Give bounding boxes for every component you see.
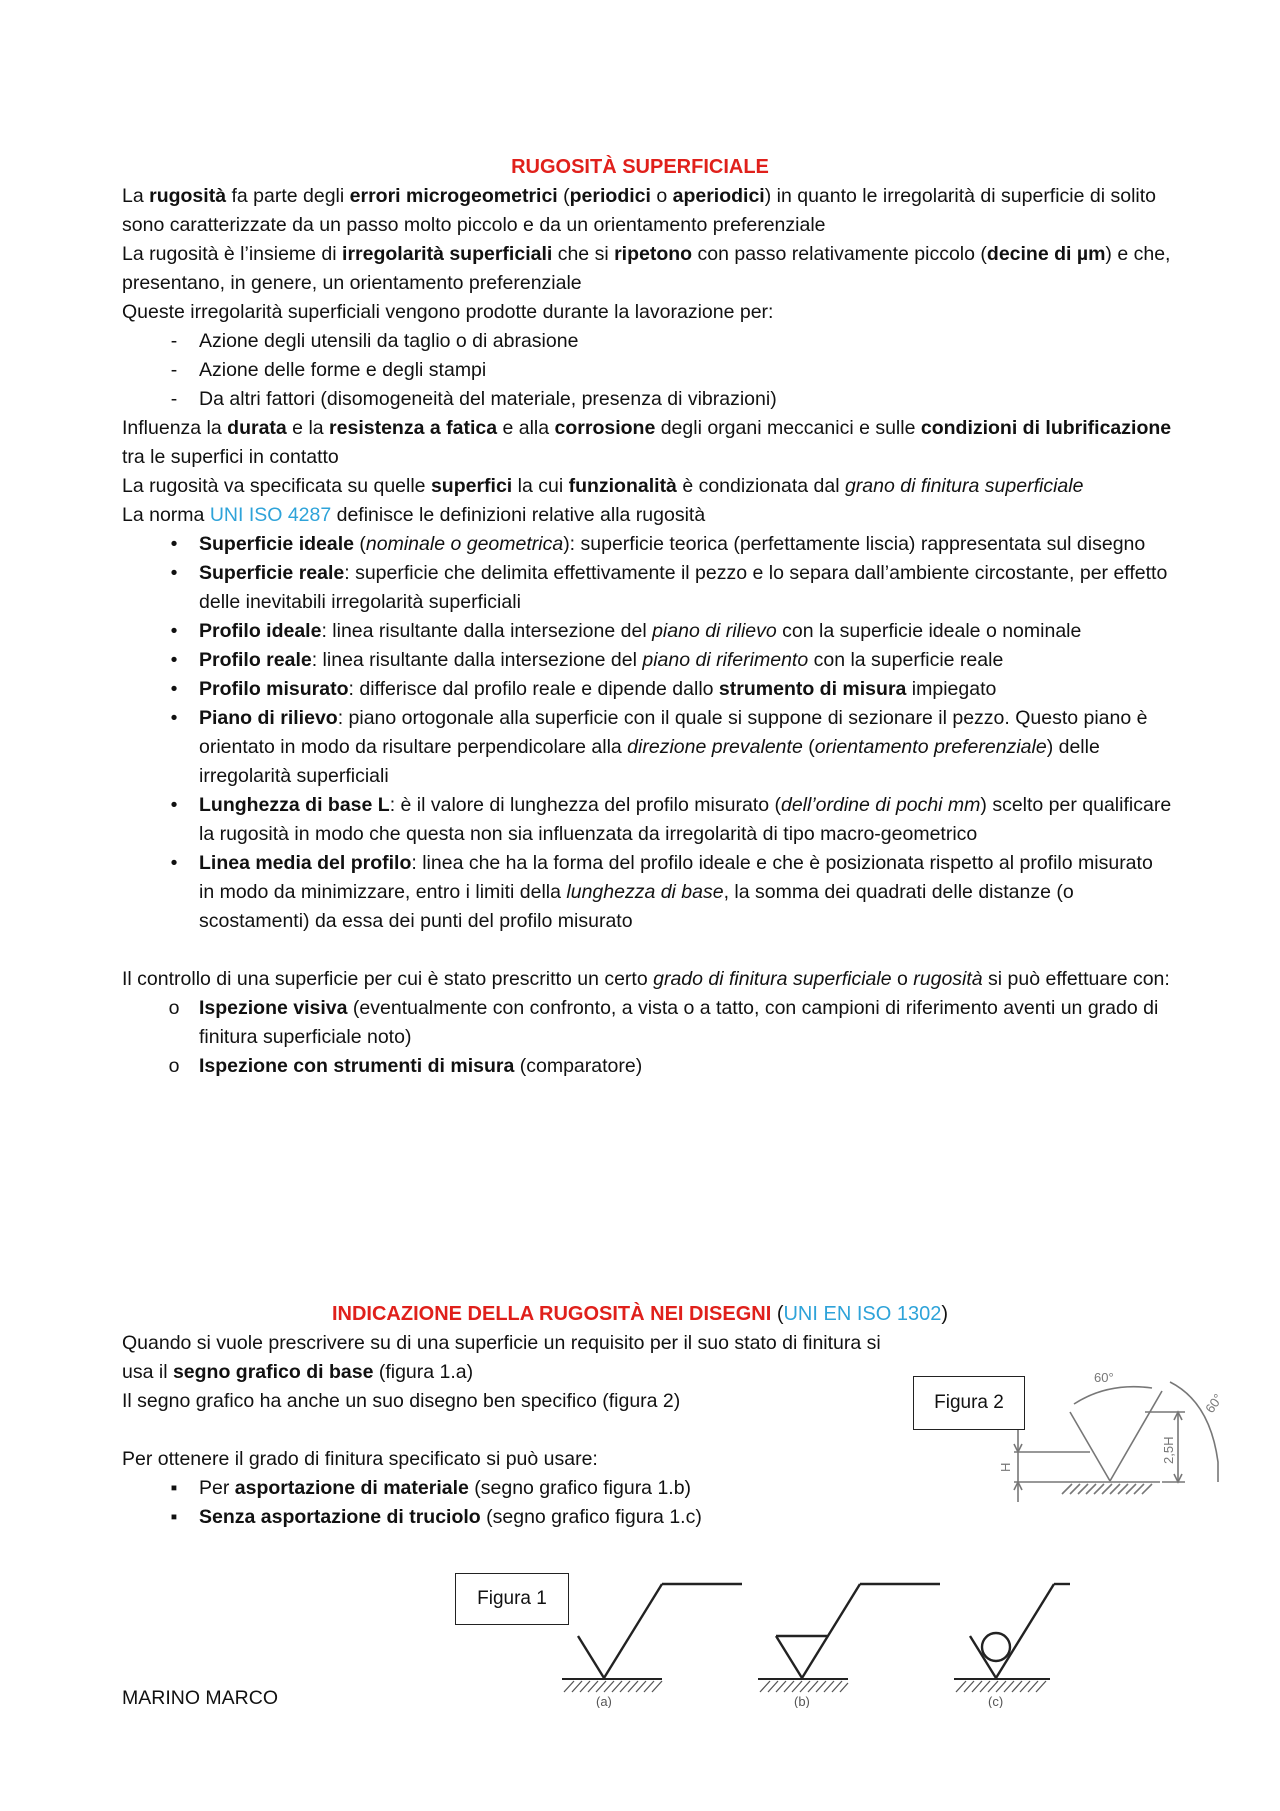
dimension-h-label: H [998, 1462, 1013, 1472]
method-list [122, 1474, 892, 1532]
definition-list [122, 530, 1172, 936]
paragraph-production: Queste irregolarità superficiali vengono prodotte durante la lavorazione per: [122, 301, 774, 323]
section1-body [122, 182, 1172, 1081]
definition-item: • Piano di rilievo: piano ortogonale alla superficie con il quale si suppone di sezionare il pezzo. Questo piano è orientato in modo da risultare perpendicolare alla direzione prevalente (orientamento preferenziale) delle irregolarità superficiali [170, 707, 1148, 787]
figure2-symbol-diagram [990, 1352, 1250, 1512]
section-title-indicazione: INDICAZIONE DELLA RUGOSITÀ NEI DISEGNI (UNI EN ISO 1302) [331, 1303, 948, 1325]
caption-b: (b) [794, 1694, 810, 1708]
symbol-b-material-removal [758, 1584, 940, 1679]
blank-line [122, 936, 1172, 965]
blank-line [122, 1416, 892, 1445]
inspection-list [122, 994, 1172, 1081]
paragraph-sign-drawing: Il segno grafico ha anche un suo disegno ben specifico (figura 2) [122, 1390, 681, 1412]
paragraph-basic-sign: Quando si vuole prescrivere su di una superficie un requisito per il suo stato di finitura si usa il segno grafico di base (figura 1.a) [122, 1332, 881, 1383]
paragraph-specification: La rugosità va specificata su quelle superfici la cui funzionalità è condizionata dal grano di finitura superficiale [122, 475, 1084, 497]
figure1-symbols-diagram [550, 1560, 1070, 1708]
list-item: ▪ Senza asportazione di truciolo (segno grafico figura 1.c) [170, 1506, 702, 1528]
footer-author: MARINO MARCO [122, 1687, 278, 1709]
definition-item: • Superficie reale: superficie che delimita effettivamente il pezzo e lo separa dall’ambiente circostante, per effetto delle inevitabili irregolarità superficiali [170, 562, 1168, 613]
list-item: ▪ Per asportazione di materiale (segno grafico figura 1.b) [170, 1477, 692, 1499]
symbol-a-basic [562, 1584, 742, 1679]
definition-item: • Profilo reale: linea risultante dalla intersezione del piano di riferimento con la superficie reale [170, 649, 1004, 671]
dimension-25h-label: 2,5H [1161, 1436, 1176, 1464]
angle-label-top: 60° [1094, 1370, 1114, 1385]
list-item: o Ispezione con strumenti di misura (comparatore) [168, 1055, 643, 1077]
caption-c: (c) [988, 1694, 1004, 1708]
section-title-rugosita: RUGOSITÀ SUPERFICIALE [511, 156, 769, 178]
definition-item: • Superficie ideale (nominale o geometrica): superficie teorica (perfettamente liscia) rappresentata sul disegno [170, 533, 1146, 555]
caption-a: (a) [596, 1694, 612, 1708]
definition-item: • Linea media del profilo: linea che ha la forma del profilo ideale e che è posizionata rispetto al profilo misurato in modo da minimizzare, entro i limiti della lunghezza di base, la somma dei quadrati delle distanze (o scostamenti) da essa dei punti del profilo misurato [170, 852, 1153, 932]
definition-item: • Profilo ideale: linea risultante dalla intersezione del piano di rilievo con la superficie ideale o nominale [170, 620, 1082, 642]
paragraph-control: Il controllo di una superficie per cui è stato prescritto un certo grado di finitura superficiale o rugosità si può effettuare con: [122, 968, 1170, 990]
angle-label-side: 60° [1202, 1391, 1226, 1416]
paragraph-finish-method: Per ottenere il grado di finitura specificato si può usare: [122, 1448, 598, 1470]
list-item: - Azione delle forme e degli stampi [170, 359, 487, 381]
paragraph-irregularity: La rugosità è l’insieme di irregolarità superficiali che si ripetono con passo relativamente piccolo (decine di µm) e che, presentano, in genere, un orientamento preferenziale [122, 243, 1171, 294]
list-item: - Azione degli utensili da taglio o di abrasione [170, 330, 579, 352]
list-item: - Da altri fattori (disomogeneità del materiale, presenza di vibrazioni) [170, 388, 777, 410]
figure2-label: Figura 2 [913, 1376, 1025, 1430]
list-item: o Ispezione visiva (eventualmente con confronto, a vista o a tatto, con campioni di riferimento aventi un grado di finitura superficiale noto) [168, 997, 1159, 1048]
paragraph-definition: La rugosità fa parte degli errori microgeometrici (periodici o aperiodici) in quanto le irregolarità di superficie di solito sono caratterizzate da un passo molto piccolo e da un orientamento preferenziale [122, 185, 1157, 236]
symbol-c-no-removal [954, 1584, 1070, 1679]
norm-reference-4287: UNI ISO 4287 [209, 504, 332, 526]
definition-item: • Profilo misurato: differisce dal profilo reale e dipende dallo strumento di misura impiegato [170, 678, 997, 700]
norm-reference-1302: UNI EN ISO 1302 [783, 1303, 942, 1325]
paragraph-influence: Influenza la durata e la resistenza a fatica e alla corrosione degli organi meccanici e sulle condizioni di lubrificazione tra le superfici in contatto [122, 417, 1172, 468]
section2-body [122, 1329, 892, 1532]
figure1-label: Figura 1 [455, 1573, 569, 1625]
dash-list [122, 327, 1172, 414]
paragraph-norm: La norma UNI ISO 4287 definisce le definizioni relative alla rugosità [122, 504, 706, 526]
definition-item: • Lunghezza di base L: è il valore di lunghezza del profilo misurato (dell’ordine di pochi mm) scelto per qualificare la rugosità in modo che questa non sia influenzata da irregolarità di tipo macro-geometrico [170, 794, 1172, 845]
